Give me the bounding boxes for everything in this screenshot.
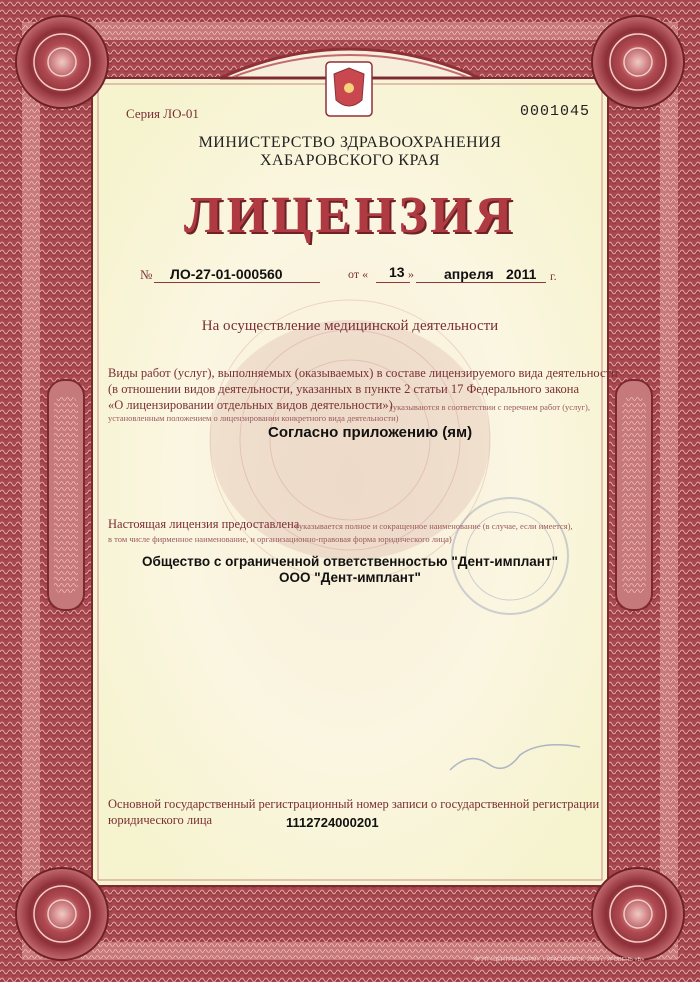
works-value: Согласно приложению (ям) [268,424,473,441]
document-number: 0001045 [520,103,591,120]
organization-full-name: Общество с ограниченной ответственностью "Дент-имплант" [142,554,558,569]
from-label: от « [348,267,369,281]
license-year: 2011 [506,266,537,282]
granted-label: Настоящая лицензия предоставлена [108,517,300,531]
ministry-line1: МИНИСТЕРСТВО ЗДРАВООХРАНЕНИЯ [198,134,502,151]
document-title: ЛИЦЕНЗИЯ [183,187,517,244]
organization-short-name: ООО "Дент-имплант" [279,570,421,585]
granted-note2: в том числе фирменное наименование, и организационно-правовая форма юридического лица) [108,534,452,544]
purpose-text: На осуществление медицинской деятельности [201,318,499,334]
ogrn-label-line1: Основной государственный регистрационный номер записи о государственной регистрации [108,797,600,811]
ogrn-value: 1112724000201 [286,815,379,830]
number-underline [154,282,320,283]
printer-note: ФГУП «ЦЕНТРИНФОРМ», г. КРАСНОЯРСК, 2009 г., УРОВЕНЬ «Б» [474,957,645,963]
works-note2: установленным положением о лицензировании конкретного вида деятельности) [108,413,399,423]
works-line3: «О лицензировании отдельных видов деятельности») [108,398,393,412]
day-close: » [408,267,414,281]
works-line1: Виды работ (услуг), выполняемых (оказываемых) в составе лицензируемого вида деятельности [108,366,618,380]
day-underline [376,282,410,283]
license-month: апреля [444,266,494,282]
ministry-line2: ХАБАРОВСКОГО КРАЯ [259,152,441,169]
year-suffix: г. [550,269,557,283]
month-underline [416,282,546,283]
number-label: № [140,267,153,282]
series-label: Серия ЛО-01 [126,106,199,121]
works-note1: (указываются в соответствии с перечнем работ (услуг), [390,402,590,412]
coat-of-arms-icon [326,62,372,116]
license-number: ЛО-27-01-000560 [170,266,283,282]
license-day: 13 [389,264,405,280]
granted-note1: (указывается полное и сокращенное наименование (в случае, если имеется), [296,521,573,531]
corner-rosette-tl [16,16,108,108]
works-line2: (в отношении видов деятельности, указанных в пункте 2 статьи 17 Федерального закона [108,382,580,396]
ogrn-label-line2: юридического лица [108,813,213,827]
